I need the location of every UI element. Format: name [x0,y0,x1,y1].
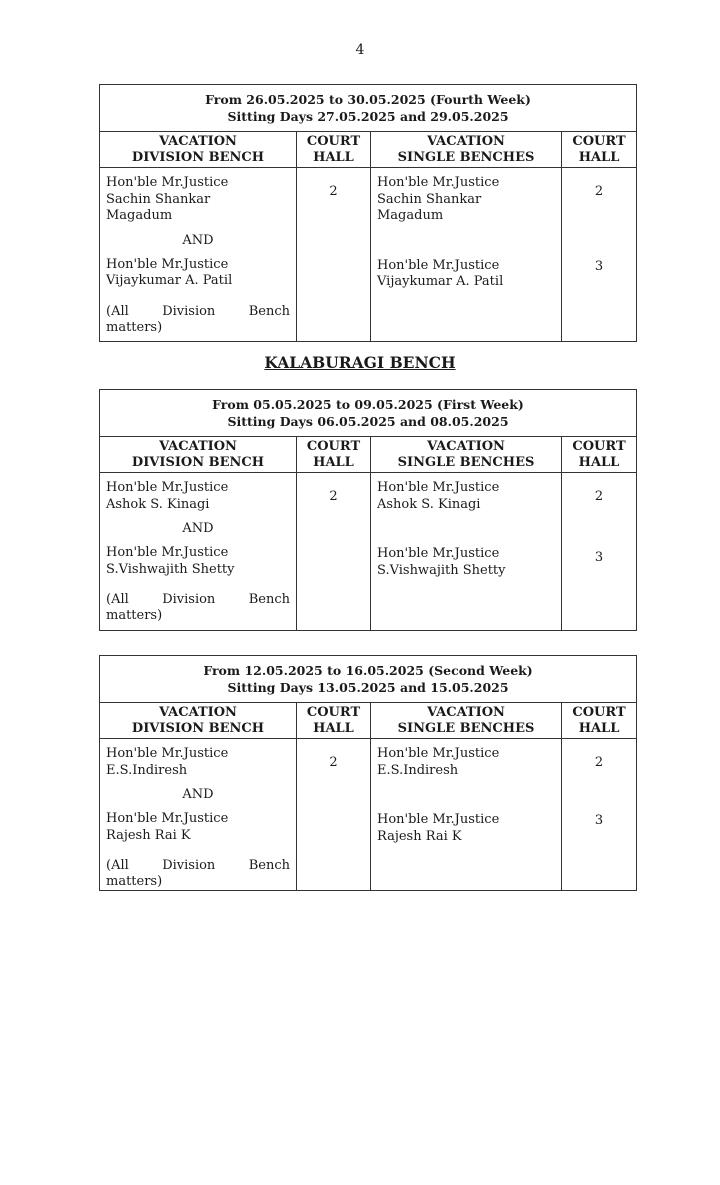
division-bench-note: (All Division Bench matters) [106,592,290,623]
court-hall-number: 3 [594,550,604,565]
judge-name: Magadum [377,208,444,223]
table-body-row [100,168,637,342]
table-body-row [100,473,637,631]
judge-title: Hon'ble Mr.Justice [106,746,229,761]
judge-name: Ashok S. Kinagi [377,496,481,512]
judge-name: Vijaykumar A. Patil [377,274,504,289]
judge-title: Hon'ble Mr.Justice [377,746,500,761]
judge-name: Sachin Shankar [377,191,482,207]
single-court-hall-cell [562,739,637,891]
judge-title: Hon'ble Mr.Justice [377,812,500,827]
header-court-hall: COURT HALL [297,437,371,473]
header-division-bench: VACATION DIVISION BENCH [100,703,297,739]
judge-title: Hon'ble Mr.Justice [106,256,229,272]
division-bench-cell [100,739,297,891]
judge-name: Sachin Shankar [106,191,211,207]
and-separator: AND [182,521,214,536]
table-header-row [100,703,637,739]
title-sitting-days: Sitting Days 27.05.2025 and 29.05.2025 [227,109,509,124]
header-court-hall: COURT HALL [562,437,637,473]
judge-name: Rajesh Rai K [377,828,462,844]
judge-title: Hon'ble Mr.Justice [377,257,500,273]
court-hall-number: 3 [594,813,604,828]
court-hall-number: 2 [594,755,604,770]
header-court-hall: COURT HALL [297,703,371,739]
judge-name: S.Vishwajith Shetty [106,561,235,577]
and-separator: AND [182,787,214,802]
judge-title: Hon'ble Mr.Justice [106,811,229,826]
title-sitting-days: Sitting Days 13.05.2025 and 15.05.2025 [227,680,509,695]
schedule-table-second-week [99,655,637,891]
judge-title: Hon'ble Mr.Justice [106,480,229,495]
table-body-row [100,739,637,891]
header-division-bench: VACATION DIVISION BENCH [100,132,297,168]
court-hall-number: 2 [329,489,338,504]
division-court-hall-cell [297,473,371,631]
court-hall-number: 2 [329,184,338,199]
table-header-row [100,132,637,168]
single-benches-cell [371,739,562,891]
judge-name: Ashok S. Kinagi [106,496,210,512]
division-bench-note: (All Division Bench matters) [106,303,290,335]
division-bench-cell [100,473,297,631]
table-header-row [100,437,637,473]
schedule-table-first-week [99,389,637,631]
table-title-row [100,85,637,132]
title-date-range: From 26.05.2025 to 30.05.2025 (Fourth Week) [205,92,531,107]
judge-name: E.S.Indiresh [377,762,459,778]
division-court-hall-cell [297,168,371,342]
table-title [100,85,637,132]
page-number: 4 [355,42,365,58]
header-single-benches: VACATION SINGLE BENCHES [371,132,562,168]
single-court-hall-cell [562,473,637,631]
division-bench-cell [100,168,297,342]
judge-title: Hon'ble Mr.Justice [377,175,500,190]
header-court-hall: COURT HALL [562,132,637,168]
court-hall-number: 2 [594,489,604,504]
header-court-hall: COURT HALL [562,703,637,739]
title-date-range: From 12.05.2025 to 16.05.2025 (Second Week) [203,663,533,678]
division-bench-note: (All Division Bench matters) [106,858,290,889]
section-heading: KALABURAGI BENCH [264,353,456,372]
judge-title: Hon'ble Mr.Justice [377,480,500,495]
judge-name: Magadum [106,208,173,223]
single-benches-cell [371,473,562,631]
table-title-row [100,656,637,703]
title-date-range: From 05.05.2025 to 09.05.2025 (First Week) [212,397,524,412]
judge-name: S.Vishwajith Shetty [377,562,506,578]
schedule-table-fourth-week [99,84,637,342]
header-division-bench: VACATION DIVISION BENCH [100,437,297,473]
court-hall-number: 3 [594,259,604,274]
header-single-benches: VACATION SINGLE BENCHES [371,703,562,739]
title-sitting-days: Sitting Days 06.05.2025 and 08.05.2025 [227,414,509,429]
single-benches-cell [371,168,562,342]
table-title [100,390,637,437]
judge-title: Hon'ble Mr.Justice [106,545,229,560]
judge-name: Rajesh Rai K [106,827,191,843]
court-hall-number: 2 [594,184,604,199]
and-separator: AND [182,232,214,248]
table-title [100,656,637,703]
single-court-hall-cell [562,168,637,342]
judge-title: Hon'ble Mr.Justice [377,546,500,561]
table-title-row [100,390,637,437]
header-court-hall: COURT HALL [297,132,371,168]
judge-title: Hon'ble Mr.Justice [106,175,229,190]
header-single-benches: VACATION SINGLE BENCHES [371,437,562,473]
court-hall-number: 2 [329,755,338,770]
division-court-hall-cell [297,739,371,891]
judge-name: Vijaykumar A. Patil [106,273,233,288]
judge-name: E.S.Indiresh [106,762,188,778]
